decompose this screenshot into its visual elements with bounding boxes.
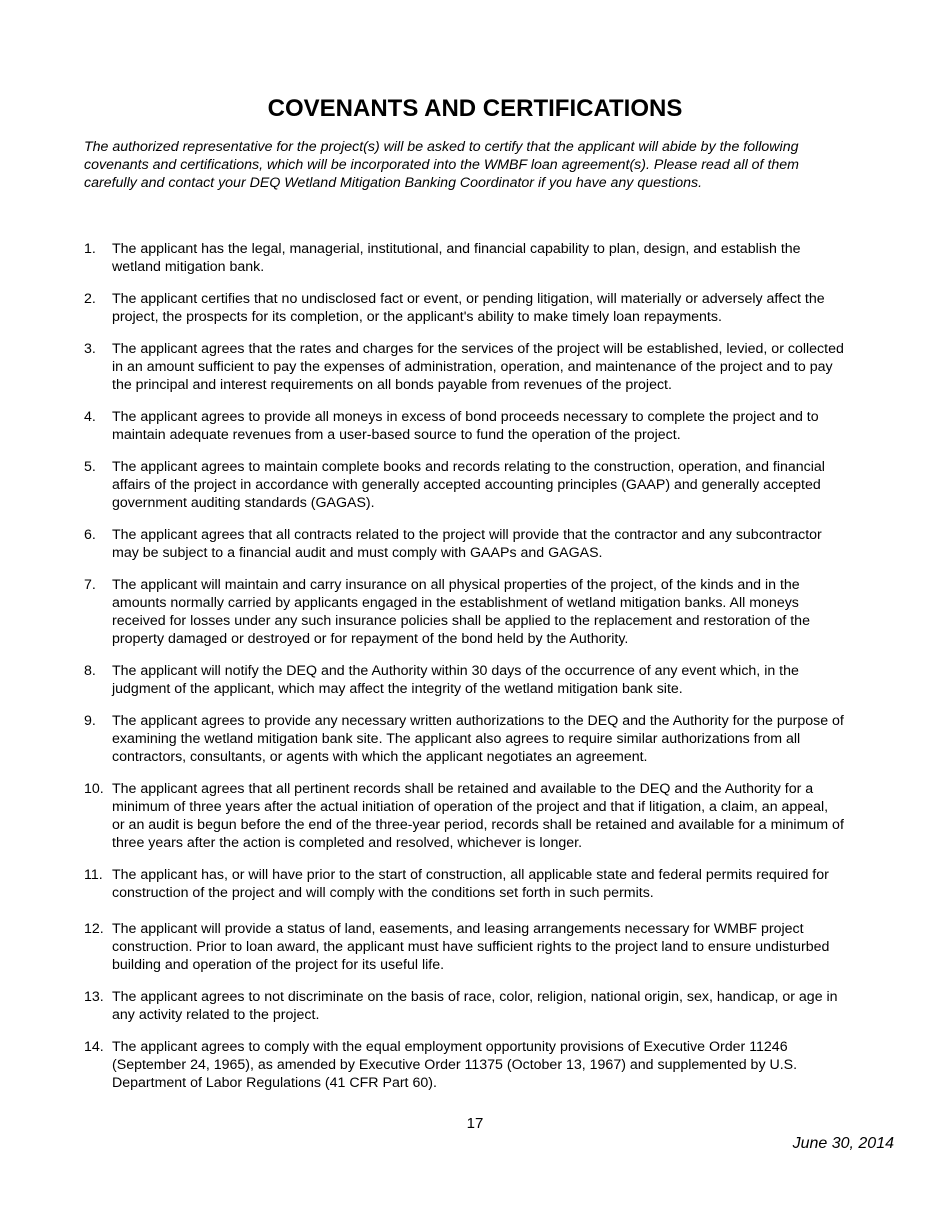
list-item [84, 780, 844, 852]
list-item [84, 920, 844, 974]
item-number: 3. [84, 341, 96, 357]
page-title: COVENANTS AND CERTIFICATIONS [267, 95, 683, 122]
item-text: The applicant will provide a status of land, easements, and leasing arrangements necessary for WMBF project construction. Prior to loan award, the applicant must have sufficient rights to the project land to ensure undisturbed building and operation of the project for its useful life. [112, 921, 830, 973]
item-text: The applicant has, or will have prior to the start of construction, all applicable state and federal permits required for construction of the project and will comply with the conditions set forth in such permits. [112, 867, 829, 901]
list-item [84, 1038, 844, 1092]
item-number: 6. [84, 527, 96, 543]
list-item [84, 988, 844, 1024]
list-item [84, 662, 844, 698]
list-item [84, 526, 844, 562]
list-item [84, 408, 844, 444]
list-item [84, 458, 844, 512]
item-text: The applicant has the legal, managerial, institutional, and financial capability to plan, design, and establish the wetland mitigation bank. [112, 241, 801, 275]
item-number: 2. [84, 291, 96, 307]
item-number: 8. [84, 663, 96, 679]
item-number: 12. [84, 921, 104, 937]
item-text: The applicant agrees that the rates and charges for the services of the project will be established, levied, or collected in an amount sufficient to pay the expenses of administration, operation, and maintenance of the project and to pay the principal and interest requirements on all bonds payable from revenues of the project. [112, 341, 844, 393]
item-number: 13. [84, 989, 104, 1005]
list-item [84, 712, 844, 766]
item-number: 10. [84, 781, 104, 797]
item-text: The applicant agrees to maintain complete books and records relating to the construction, operation, and financial affairs of the project in accordance with generally accepted accounting principles (GAAP) and generally accepted government auditing standards (GAGAS). [112, 459, 825, 511]
item-number: 5. [84, 459, 96, 475]
item-number: 9. [84, 713, 96, 729]
list-item [84, 290, 844, 326]
item-number: 1. [84, 241, 96, 257]
item-text: The applicant agrees to provide all moneys in excess of bond proceeds necessary to complete the project and to maintain adequate revenues from a user-based source to fund the operation of the project. [112, 409, 819, 443]
covenants-list [84, 240, 844, 1106]
intro-paragraph: The authorized representative for the project(s) will be asked to certify that the applicant will abide by the following covenants and certifications, which will be incorporated into the WMBF loan agreement(s). Please read all of them carefully and contact your DEQ Wetland Mitigation Banking Coordinator if you have any questions. [84, 139, 799, 191]
item-number: 7. [84, 577, 96, 593]
item-text: The applicant will maintain and carry insurance on all physical properties of the project, of the kinds and in the amounts normally carried by applicants engaged in the establishment of wetland mitigation banks. All moneys received for losses under any such insurance policies shall be applied to the replacement and restoration of the property damaged or destroyed or for repayment of the bond held by the Authority. [112, 577, 810, 647]
item-text: The applicant certifies that no undisclosed fact or event, or pending litigation, will materially or adversely affect the project, the prospects for its completion, or the applicant's ability to make timely loan repayments. [112, 291, 825, 325]
item-text: The applicant agrees to not discriminate on the basis of race, color, religion, national origin, sex, handicap, or age in any activity related to the project. [112, 989, 838, 1023]
item-number: 14. [84, 1039, 104, 1055]
item-text: The applicant agrees that all contracts related to the project will provide that the contractor and any subcontractor may be subject to a financial audit and must comply with GAAPs and GAGAS. [112, 527, 822, 561]
list-item [84, 866, 844, 902]
item-text: The applicant agrees that all pertinent records shall be retained and available to the DEQ and the Authority for a minimum of three years after the actual initiation of operation of the project and that if litigation, a claim, an appeal, or an audit is begun before the end of the three-year period, records shall be retained and available for a minimum of three years after the action is completed and resolved, whichever is longer. [112, 781, 844, 851]
list-item [84, 240, 844, 276]
item-number: 4. [84, 409, 96, 425]
list-item [84, 576, 844, 648]
list-item [84, 340, 844, 394]
document-date: June 30, 2014 [792, 1135, 894, 1152]
item-text: The applicant will notify the DEQ and the Authority within 30 days of the occurrence of any event which, in the judgment of the applicant, which may affect the integrity of the wetland mitigation bank site. [112, 663, 799, 697]
page-number: 17 [466, 1115, 484, 1132]
item-text: The applicant agrees to provide any necessary written authorizations to the DEQ and the Authority for the purpose of examining the wetland mitigation bank site. The applicant also agrees to require similar authorizations from all contractors, consultants, or agents with which the applicant negotiates an agreement. [112, 713, 844, 765]
item-number: 11. [84, 867, 103, 883]
item-text: The applicant agrees to comply with the equal employment opportunity provisions of Executive Order 11246 (September 24, 1965), as amended by Executive Order 11375 (October 13, 1967) and supplemented by U.S. Department of Labor Regulations (41 CFR Part 60). [112, 1039, 798, 1091]
